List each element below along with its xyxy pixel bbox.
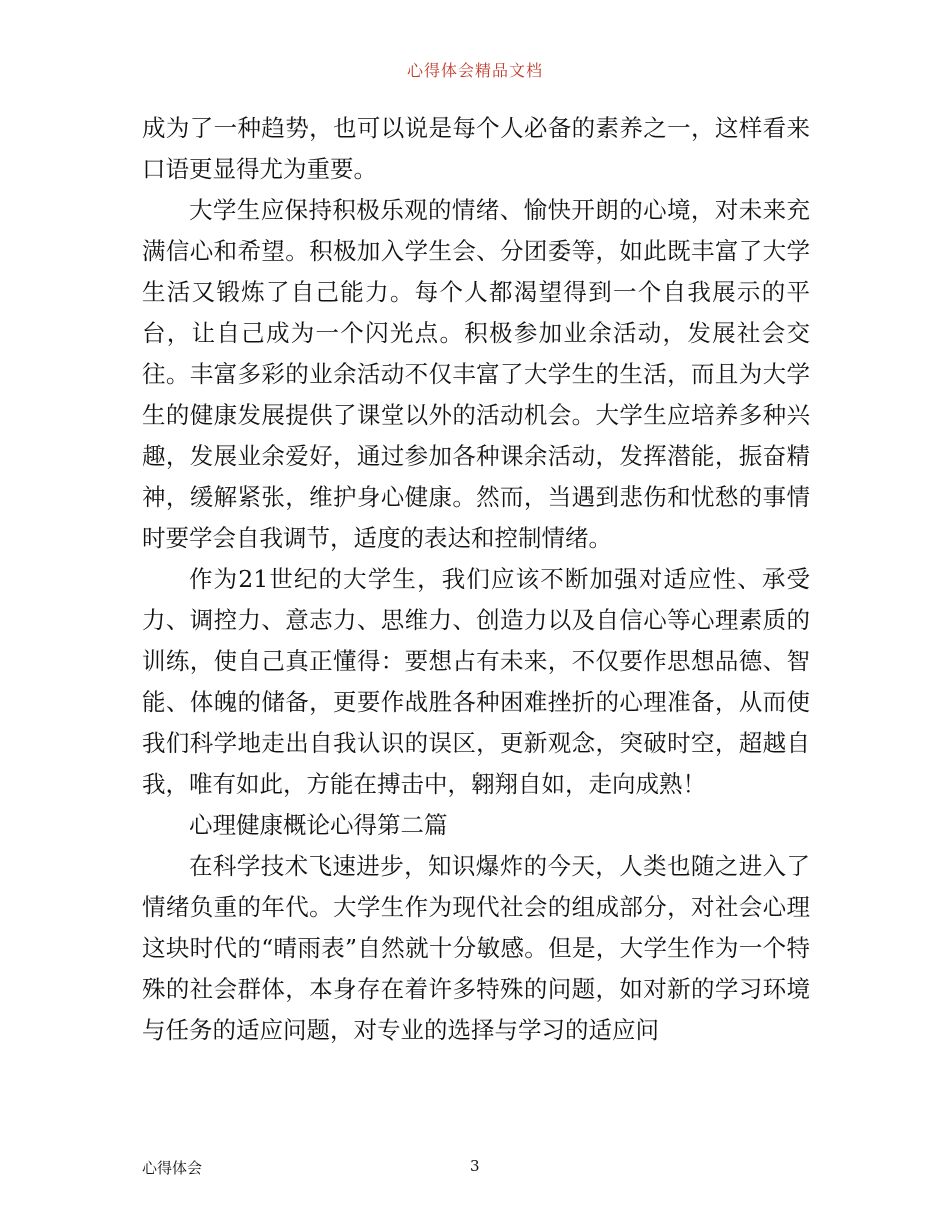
page-header-title: 心得体会精品文档 [406,61,543,80]
page-footer-label: 心得体会 [142,1159,203,1177]
section-heading: 心理健康概论心得第二篇 [189,811,448,839]
document-body [142,108,810,1051]
paragraph: 大学生应保持积极乐观的情绪、愉快开朗的心境，对未来充满信心和希望。积极加入学生会、分团委等，如此既丰富了大学生活又锻炼了自己能力。每个人都渴望得到一个自我展示的平台，让自己成为一个闪光点。积极参加业余活动，发展社会交往。丰富多彩的业余活动不仅丰富了大学生的生活，而且为大学生的健康发展提供了课堂以外的活动机会。大学生应培养多种兴趣，发展业余爱好，通过参加各种课余活动，发挥潜能，振奋精神，缓解紧张，维护身心健康。然而，当遇到悲伤和忧愁的事情时要学会自我调节，适度的表达和控制情绪。 [142,196,810,552]
paragraph-continuation: 成为了一种趋势，也可以说是每个人必备的素养之一，这样看来口语更显得尤为重要。 [142,114,810,183]
page-number: 3 [470,1157,480,1175]
paragraph: 作为21世纪的大学生，我们应该不断加强对适应性、承受力、调控力、意志力、思维力、创造力以及自信心等心理素质的训练，使自己真正懂得：要想占有未来，不仅要作思想品德、智能、体魄的储备，更要作战胜各种困难挫折的心理准备，从而使我们科学地走出自我认识的误区，更新观念，突破时空，超越自我，唯有如此，方能在搏击中，翱翔自如，走向成熟！ [142,565,810,798]
paragraph: 在科学技术飞速进步，知识爆炸的今天，人类也随之进入了情绪负重的年代。大学生作为现代社会的组成部分，对社会心理这块时代的“晴雨表”自然就十分敏感。但是，大学生作为一个特殊的社会群体，本身存在着许多特殊的问题，如对新的学习环境与任务的适应问题，对专业的选择与学习的适应问 [142,852,810,1044]
